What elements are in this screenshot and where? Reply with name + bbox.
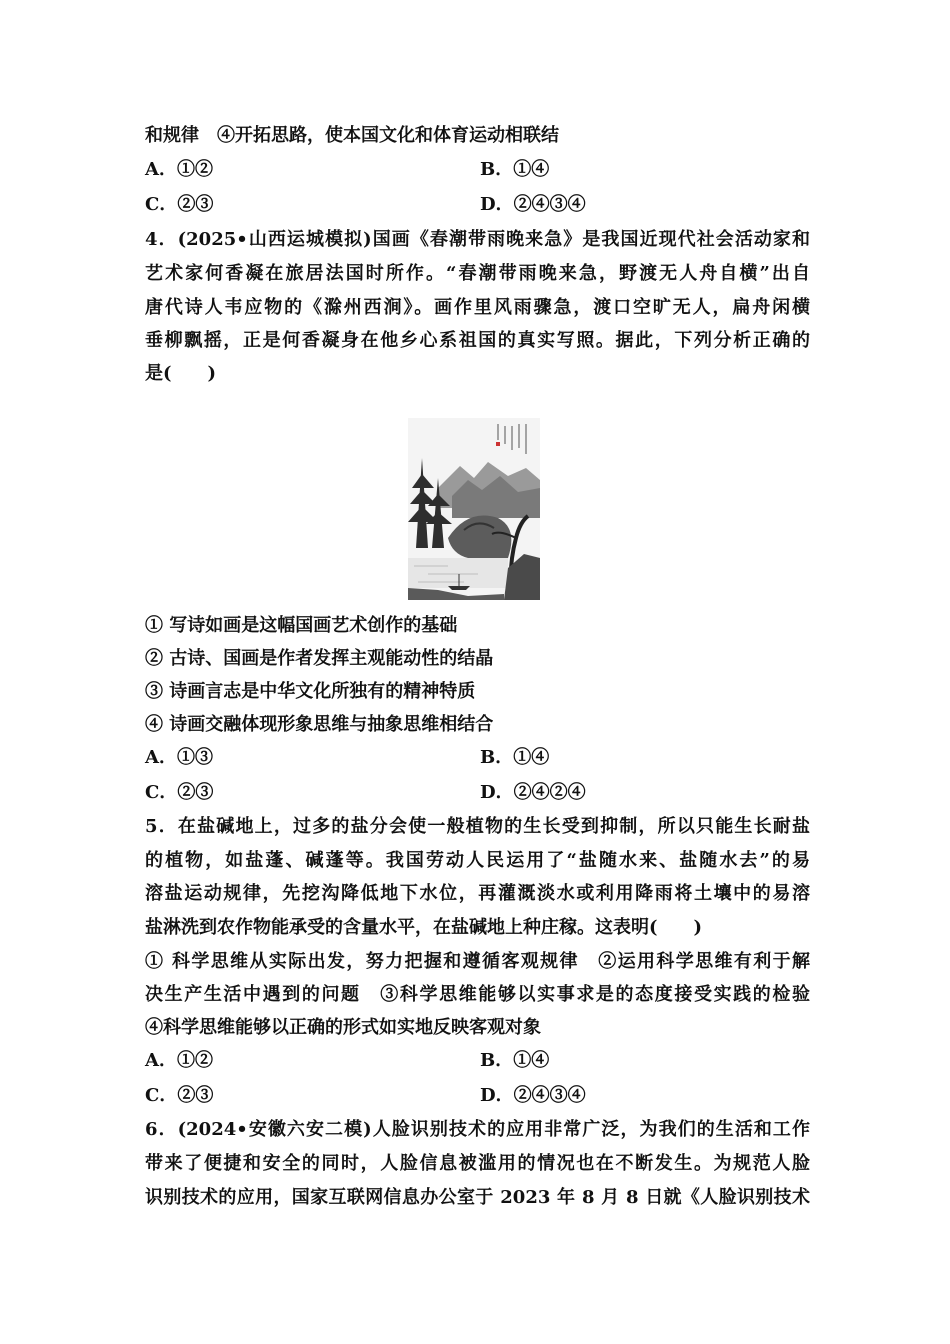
chinese-painting-figure: [408, 418, 540, 600]
q5-option-b: B．①④: [480, 1050, 550, 1071]
q6-stem-line-1: 6．(2024•安徽六安二模)人脸识别技术的应用非常广泛，为我们的生活和工作: [145, 1119, 810, 1140]
q5-stem-line-2: 的植物，如盐蓬、碱蓬等。我国劳动人民运用了“盐随水来、盐随水去”的易: [145, 850, 810, 871]
q4-option-c: C．②③: [145, 782, 214, 803]
q4-option-d: D．②④②④: [480, 782, 586, 803]
q3-tail-line: 和规律 ④开拓思路，使本国文化和体育运动相联结: [145, 125, 559, 146]
q6-stem-line-2: 带来了便捷和安全的同时，人脸信息被滥用的情况也在不断发生。为规范人脸: [145, 1153, 810, 1174]
q5-statement-line-2: 决生产生活中遇到的问题 ③科学思维能够以实事求是的态度接受实践的检验: [145, 984, 810, 1005]
q4-stem-line-3: 唐代诗人韦应物的《滁州西涧》。画作里风雨骤急，渡口空旷无人，扁舟闲横: [145, 297, 810, 318]
q5-statement-line-1: ① 科学思维从实际出发，努力把握和遵循客观规律 ②运用科学思维有利于解: [145, 951, 810, 972]
q4-statement-1: ① 写诗如画是这幅国画艺术创作的基础: [145, 615, 458, 636]
q5-stem-line-4: 盐淋洗到农作物能承受的含量水平，在盐碱地上种庄稼。这表明( ): [145, 917, 703, 938]
q5-stem-line-3: 溶盐运动规律，先挖沟降低地下水位，再灌溉淡水或利用降雨将土壤中的易溶: [145, 883, 810, 904]
q5-stem-line-1: 5．在盐碱地上，过多的盐分会使一般植物的生长受到抑制，所以只能生长耐盐: [145, 816, 810, 837]
q3-option-d: D．②④③④: [480, 194, 586, 215]
q3-option-c: C．②③: [145, 194, 214, 215]
q5-statement-line-3: ④科学思维能够以正确的形式如实地反映客观对象: [145, 1017, 541, 1038]
q4-stem-line-2: 艺术家何香凝在旅居法国时所作。“春潮带雨晚来急，野渡无人舟自横”出自: [145, 263, 810, 284]
q4-stem-line-4: 垂柳飘摇，正是何香凝身在他乡心系祖国的真实写照。据此，下列分析正确的: [145, 330, 810, 351]
q4-stem-line-5: 是( ): [145, 363, 217, 384]
q3-option-b: B．①④: [480, 159, 550, 180]
q3-option-a: A．①②: [145, 159, 213, 180]
q5-option-c: C．②③: [145, 1085, 214, 1106]
q5-option-a: A．①②: [145, 1050, 213, 1071]
q4-statement-3: ③ 诗画言志是中华文化所独有的精神特质: [145, 681, 476, 702]
q4-statement-4: ④ 诗画交融体现形象思维与抽象思维相结合: [145, 714, 494, 735]
q4-option-b: B．①④: [480, 747, 550, 768]
q4-option-a: A．①③: [145, 747, 213, 768]
q4-stem-line-1: 4．(2025•山西运城模拟)国画《春潮带雨晚来急》是我国近现代社会活动家和: [145, 229, 810, 250]
q5-option-d: D．②④③④: [480, 1085, 586, 1106]
q4-statement-2: ② 古诗、国画是作者发挥主观能动性的结晶: [145, 648, 494, 669]
q6-stem-line-3: 识别技术的应用，国家互联网信息办公室于 2023 年 8 月 8 日就《人脸识别技术: [145, 1187, 810, 1208]
